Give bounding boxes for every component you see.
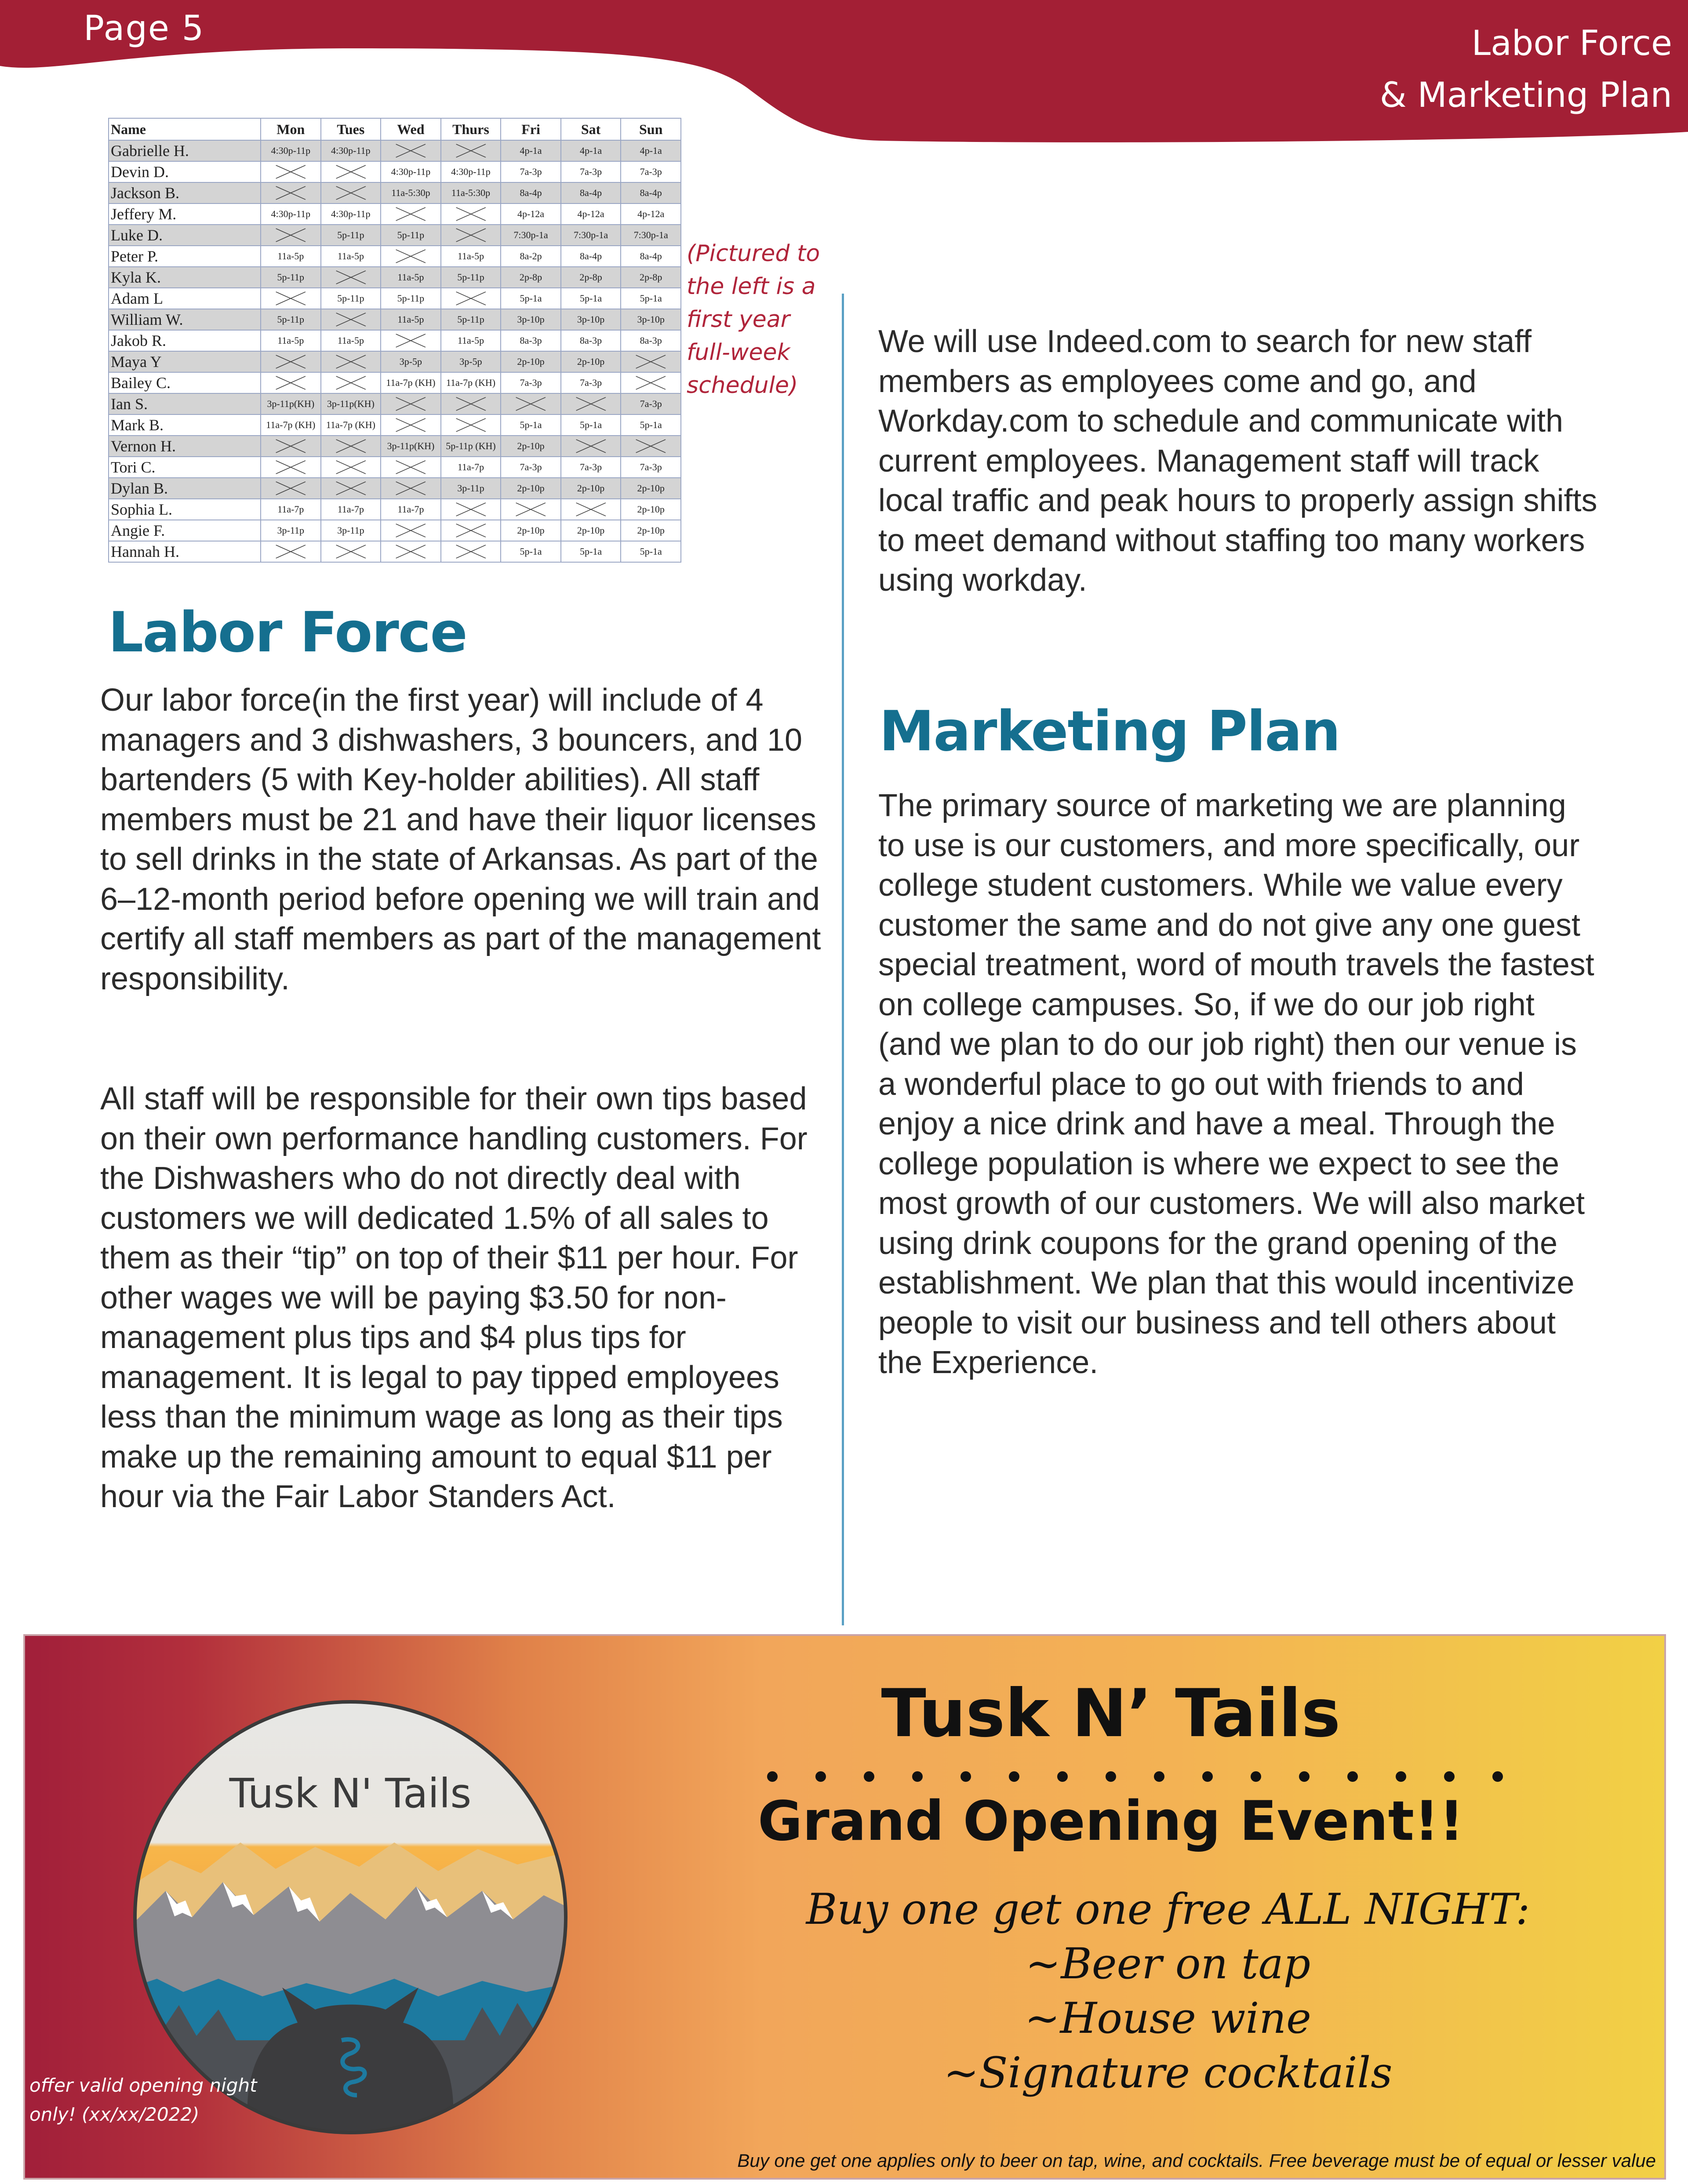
schedule-row [109, 330, 681, 351]
shift-cell: 2p-10p [501, 478, 561, 499]
shift-cell: 3p-11p [441, 478, 501, 499]
day-off-cell [381, 330, 441, 351]
day-off-cell [261, 436, 321, 457]
employee-name: Jakob R. [109, 330, 261, 351]
day-off-cross-icon [321, 541, 381, 562]
shift-cell: 3p-10p [621, 309, 681, 330]
shift-cell: 5p-1a [621, 541, 681, 562]
day-off-cross-icon [261, 183, 320, 203]
shift-cell: 3p-5p [441, 351, 501, 372]
day-off-cell [441, 414, 501, 436]
day-off-cross-icon [261, 541, 320, 562]
day-off-cell [561, 499, 621, 520]
schedule-row [109, 267, 681, 288]
shift-cell: 5p-1a [561, 541, 621, 562]
shift-cell: 7a-3p [561, 372, 621, 393]
shift-cell: 7:30p-1a [501, 225, 561, 246]
logo-text: Tusk N' Tails [229, 1770, 472, 1817]
grand-opening-banner [23, 1634, 1666, 2180]
employee-name: Tori C. [109, 457, 261, 478]
schedule-row [109, 182, 681, 204]
shift-cell: 4:30p-11p [261, 140, 321, 161]
promo-title: Tusk N’ Tails [881, 1675, 1341, 1752]
day-off-cross-icon [321, 436, 381, 456]
employee-name: Mark B. [109, 414, 261, 436]
shift-cell: 4:30p-11p [321, 204, 381, 225]
day-off-cell [501, 393, 561, 414]
day-off-cell [261, 541, 321, 562]
day-off-cell [321, 457, 381, 478]
shift-cell: 4:30p-11p [441, 161, 501, 182]
shift-cell: 8a-3p [561, 330, 621, 351]
deal-line: ~Beer on tap [1025, 1939, 1311, 1988]
promo-subtitle: Grand Opening Event!! [757, 1790, 1464, 1853]
day-off-cell [561, 393, 621, 414]
day-off-cross-icon [441, 541, 501, 562]
day-off-cross-icon [441, 141, 501, 161]
day-off-cross-icon [381, 478, 440, 498]
shift-cell: 5p-11p [441, 267, 501, 288]
schedule-row [109, 499, 681, 520]
day-off-cell [381, 393, 441, 414]
deal-list [640, 1882, 1666, 2100]
shift-cell: 3p-11p [321, 520, 381, 541]
day-off-cross-icon [501, 499, 560, 520]
shift-cell: 5p-11p [321, 288, 381, 309]
schedule-column-header: Sun [621, 118, 681, 140]
shift-cell: 5p-1a [561, 288, 621, 309]
day-off-cell [381, 457, 441, 478]
shift-cell: 8a-2p [501, 246, 561, 267]
schedule-column-header: Fri [501, 118, 561, 140]
shift-cell: 11a-5:30p [381, 182, 441, 204]
day-off-cell [261, 288, 321, 309]
employee-name: Kyla K. [109, 267, 261, 288]
day-off-cell [621, 372, 681, 393]
shift-cell: 5p-11p (KH) [441, 436, 501, 457]
shift-cell: 8a-4p [561, 182, 621, 204]
day-off-cross-icon [501, 394, 560, 414]
day-off-cross-icon [261, 288, 320, 309]
day-off-cell [381, 478, 441, 499]
schedule-row [109, 414, 681, 436]
day-off-cell [381, 204, 441, 225]
shift-cell: 2p-10p [501, 351, 561, 372]
day-off-cell [441, 541, 501, 562]
shift-cell: 11a-5p [321, 330, 381, 351]
shift-cell: 4p-1a [621, 140, 681, 161]
deal-line: ~House wine [1025, 1994, 1311, 2043]
day-off-cross-icon [621, 352, 680, 372]
day-off-cross-icon [321, 309, 381, 330]
day-off-cell [261, 457, 321, 478]
day-off-cell [261, 372, 321, 393]
day-off-cross-icon [381, 204, 440, 224]
day-off-cross-icon [381, 331, 440, 351]
shift-cell: 7a-3p [501, 161, 561, 182]
shift-cell: 5p-1a [561, 414, 621, 436]
shift-cell: 4p-1a [561, 140, 621, 161]
day-off-cell [381, 541, 441, 562]
day-off-cross-icon [621, 373, 680, 393]
day-off-cell [321, 372, 381, 393]
day-off-cell [321, 541, 381, 562]
shift-cell: 2p-8p [561, 267, 621, 288]
shift-cell: 7a-3p [621, 457, 681, 478]
schedule-row [109, 225, 681, 246]
schedule-note: (Pictured to the left is a first year full-week schedule) [687, 240, 820, 399]
shift-cell: 5p-11p [261, 309, 321, 330]
shift-cell: 3p-11p [261, 520, 321, 541]
shift-cell: 7a-3p [501, 457, 561, 478]
header-title-line1: Labor Force [1471, 24, 1672, 63]
day-off-cross-icon [381, 541, 440, 562]
shift-cell: 5p-11p [381, 225, 441, 246]
day-off-cell [321, 478, 381, 499]
shift-cell: 11a-5:30p [441, 182, 501, 204]
day-off-cross-icon [441, 520, 501, 541]
day-off-cross-icon [321, 457, 381, 477]
day-off-cross-icon [381, 457, 440, 477]
schedule-row [109, 436, 681, 457]
shift-cell: 11a-7p (KH) [381, 372, 441, 393]
shift-cell: 11a-5p [261, 246, 321, 267]
schedule-column-header: Tues [321, 118, 381, 140]
shift-cell: 2p-10p [561, 520, 621, 541]
day-off-cell [381, 520, 441, 541]
day-off-cross-icon [321, 352, 381, 372]
day-off-cross-icon [321, 183, 381, 203]
staffing-paragraph: We will use Indeed.com to search for new staff members as employees come and go, and Workday.com to schedule and communicate with current employees. Management staff will track local traffic and peak hours to properly assign shifts to meet demand without staffing too many workers using workday. [878, 324, 1597, 598]
employee-name: Ian S. [109, 393, 261, 414]
day-off-cross-icon [381, 415, 440, 435]
employee-name: Dylan B. [109, 478, 261, 499]
employee-name: Bailey C. [109, 372, 261, 393]
day-off-cell [321, 351, 381, 372]
employee-name: Luke D. [109, 225, 261, 246]
shift-cell: 7a-3p [561, 161, 621, 182]
shift-cell: 2p-10p [501, 436, 561, 457]
day-off-cell [441, 140, 501, 161]
day-off-cell [561, 436, 621, 457]
schedule-row [109, 288, 681, 309]
schedule-row [109, 541, 681, 562]
day-off-cell [321, 309, 381, 330]
shift-cell: 11a-7p [261, 499, 321, 520]
employee-name: Sophia L. [109, 499, 261, 520]
shift-cell: 5p-11p [441, 309, 501, 330]
shift-cell: 3p-5p [381, 351, 441, 372]
day-off-cell [441, 520, 501, 541]
day-off-cell [501, 499, 561, 520]
shift-cell: 11a-7p (KH) [261, 414, 321, 436]
day-off-cross-icon [321, 478, 381, 498]
day-off-cross-icon [621, 436, 680, 456]
shift-cell: 11a-7p (KH) [321, 414, 381, 436]
employee-name: Adam L [109, 288, 261, 309]
labor-force-paragraph-2: All staff will be responsible for their own tips based on their own performance handling customers. For the Dishwashers who do not directly deal with customers we will dedicated 1.5% of all sales to them as their “tip” on top of their $11 per hour. For other wages we will be paying $3.50 for non-management plus tips and $4 plus tips for management. It is legal to pay tipped employees less than the minimum wage as long as their tips make up the remaining amount to equal $11 per hour via the Fair Labor Standers Act. [100, 1081, 808, 1514]
offer-valid-note: offer valid opening night only! (xx/xx/2022) [29, 2075, 257, 2125]
deal-line: ~Signature cocktails [943, 2048, 1393, 2097]
deal-line: Buy one get one free ALL NIGHT: [806, 1885, 1530, 1934]
day-off-cross-icon [561, 499, 621, 520]
header-title [1380, 18, 1672, 121]
day-off-cross-icon [261, 352, 320, 372]
day-off-cross-icon [441, 499, 501, 520]
shift-cell: 3p-11p(KH) [321, 393, 381, 414]
shift-cell: 3p-10p [501, 309, 561, 330]
day-off-cell [621, 436, 681, 457]
shift-cell: 2p-10p [561, 478, 621, 499]
day-off-cross-icon [441, 415, 501, 435]
shift-cell: 4p-1a [501, 140, 561, 161]
day-off-cross-icon [381, 394, 440, 414]
shift-cell: 3p-11p(KH) [381, 436, 441, 457]
shift-cell: 11a-7p [381, 499, 441, 520]
labor-force-paragraph-1: Our labor force(in the first year) will include of 4 managers and 3 dishwashers, 3 bouncers, and 10 bartenders (5 with Key-holder abilities). All staff members must be 21 and have their liquor licenses to sell drinks in the state of Arkansas. As part of the 6–12-month period before opening we will train and certify all staff members as part of the management responsibility. [100, 683, 821, 996]
day-off-cell [321, 161, 381, 182]
day-off-cross-icon [381, 246, 440, 266]
day-off-cell [441, 225, 501, 246]
schedule-body [109, 140, 681, 562]
schedule-table [108, 118, 681, 563]
employee-name: Vernon H. [109, 436, 261, 457]
day-off-cell [261, 225, 321, 246]
day-off-cell [261, 161, 321, 182]
day-off-cell [261, 351, 321, 372]
schedule-column-header: Wed [381, 118, 441, 140]
shift-cell: 7a-3p [621, 161, 681, 182]
header-title-line2: & Marketing Plan [1379, 76, 1672, 115]
shift-cell: 4:30p-11p [321, 140, 381, 161]
dot-divider [764, 1768, 1511, 1785]
shift-cell: 11a-5p [381, 267, 441, 288]
marketing-plan-paragraph: The primary source of marketing we are planning to use is our customers, and more specifically, our college student customers. While we value every customer the same and do not give any one guest special treatment, word of mouth travels the fastest on college campuses. So, if we do our job right (and we plan to do our job right) then our venue is a wonderful place to go out with friends to and enjoy a nice drink and have a meal. Through the college population is where we expect to see the most growth of our customers. We will also market using drink coupons for the grand opening of the establishment. We plan that this would incentivize people to visit our business and tell others about the Experience. [878, 788, 1594, 1380]
day-off-cross-icon [261, 373, 320, 393]
day-off-cross-icon [321, 162, 381, 182]
day-off-cell [381, 414, 441, 436]
schedule-row [109, 457, 681, 478]
day-off-cross-icon [441, 288, 501, 309]
day-off-cross-icon [321, 267, 381, 287]
day-off-cross-icon [381, 141, 440, 161]
day-off-cell [321, 267, 381, 288]
shift-cell: 2p-8p [501, 267, 561, 288]
marketing-plan-heading: Marketing Plan [879, 699, 1340, 763]
shift-cell: 8a-3p [501, 330, 561, 351]
day-off-cross-icon [261, 162, 320, 182]
shift-cell: 5p-11p [321, 225, 381, 246]
day-off-cross-icon [441, 204, 501, 224]
schedule-column-header: Thurs [441, 118, 501, 140]
day-off-cross-icon [261, 478, 320, 498]
day-off-cell [321, 436, 381, 457]
shift-cell: 7a-3p [501, 372, 561, 393]
day-off-cross-icon [261, 436, 320, 456]
schedule-row [109, 372, 681, 393]
schedule-row [109, 246, 681, 267]
day-off-cross-icon [261, 457, 320, 477]
day-off-cell [441, 204, 501, 225]
schedule-row [109, 140, 681, 161]
shift-cell: 8a-4p [501, 182, 561, 204]
schedule-row [109, 204, 681, 225]
shift-cell: 11a-5p [441, 330, 501, 351]
employee-name: Devin D. [109, 161, 261, 182]
day-off-cross-icon [321, 373, 381, 393]
shift-cell: 2p-10p [621, 478, 681, 499]
day-off-cell [441, 288, 501, 309]
schedule-row [109, 351, 681, 372]
shift-cell: 2p-10p [621, 499, 681, 520]
shift-cell: 3p-10p [561, 309, 621, 330]
day-off-cross-icon [441, 225, 501, 245]
employee-name: Jeffery M. [109, 204, 261, 225]
schedule-row [109, 393, 681, 414]
shift-cell: 4p-12a [621, 204, 681, 225]
day-off-cell [261, 182, 321, 204]
day-off-cross-icon [441, 394, 501, 414]
schedule-row [109, 309, 681, 330]
schedule-column-header: Name [109, 118, 261, 140]
shift-cell: 4p-12a [561, 204, 621, 225]
day-off-cross-icon [561, 394, 621, 414]
labor-force-heading: Labor Force [108, 600, 467, 665]
day-off-cell [261, 478, 321, 499]
shift-cell: 11a-5p [321, 246, 381, 267]
schedule-row [109, 478, 681, 499]
shift-cell: 11a-7p (KH) [441, 372, 501, 393]
employee-name: Angie F. [109, 520, 261, 541]
employee-name: Hannah H. [109, 541, 261, 562]
schedule-header-row [109, 118, 681, 140]
shift-cell: 4p-12a [501, 204, 561, 225]
schedule-column-header: Sat [561, 118, 621, 140]
shift-cell: 7a-3p [621, 393, 681, 414]
shift-cell: 7:30p-1a [621, 225, 681, 246]
shift-cell: 8a-4p [621, 246, 681, 267]
fine-print: Buy one get one applies only to beer on tap, wine, and cocktails. Free beverage must be of equal or lesser value [737, 2150, 1656, 2171]
shift-cell: 5p-11p [381, 288, 441, 309]
shift-cell: 11a-5p [261, 330, 321, 351]
day-off-cross-icon [261, 225, 320, 245]
shift-cell: 5p-1a [501, 288, 561, 309]
shift-cell: 2p-8p [621, 267, 681, 288]
shift-cell: 2p-10p [501, 520, 561, 541]
shift-cell: 5p-1a [501, 414, 561, 436]
shift-cell: 7:30p-1a [561, 225, 621, 246]
shift-cell: 8a-4p [561, 246, 621, 267]
employee-name: William W. [109, 309, 261, 330]
shift-cell: 3p-11p(KH) [261, 393, 321, 414]
shift-cell: 4:30p-11p [381, 161, 441, 182]
employee-name: Gabrielle H. [109, 140, 261, 161]
shift-cell: 8a-4p [621, 182, 681, 204]
shift-cell: 5p-11p [261, 267, 321, 288]
shift-cell: 2p-10p [621, 520, 681, 541]
day-off-cell [441, 499, 501, 520]
schedule-row [109, 520, 681, 541]
shift-cell: 4:30p-11p [261, 204, 321, 225]
day-off-cell [321, 182, 381, 204]
schedule-row [109, 161, 681, 182]
shift-cell: 11a-5p [381, 309, 441, 330]
shift-cell: 11a-7p [321, 499, 381, 520]
day-off-cell [441, 393, 501, 414]
day-off-cross-icon [381, 520, 440, 541]
column-divider [842, 294, 844, 1625]
day-off-cross-icon [561, 436, 621, 456]
shift-cell: 11a-7p [441, 457, 501, 478]
shift-cell: 8a-3p [621, 330, 681, 351]
employee-name: Peter P. [109, 246, 261, 267]
schedule-column-header: Mon [261, 118, 321, 140]
shift-cell: 5p-1a [621, 414, 681, 436]
page-number: Page 5 [84, 9, 205, 48]
day-off-cell [621, 351, 681, 372]
day-off-cell [381, 140, 441, 161]
shift-cell: 11a-5p [441, 246, 501, 267]
employee-name: Maya Y [109, 351, 261, 372]
employee-name: Jackson B. [109, 182, 261, 204]
shift-cell: 2p-10p [561, 351, 621, 372]
shift-cell: 5p-1a [501, 541, 561, 562]
day-off-cell [381, 246, 441, 267]
shift-cell: 5p-1a [621, 288, 681, 309]
shift-cell: 7a-3p [561, 457, 621, 478]
